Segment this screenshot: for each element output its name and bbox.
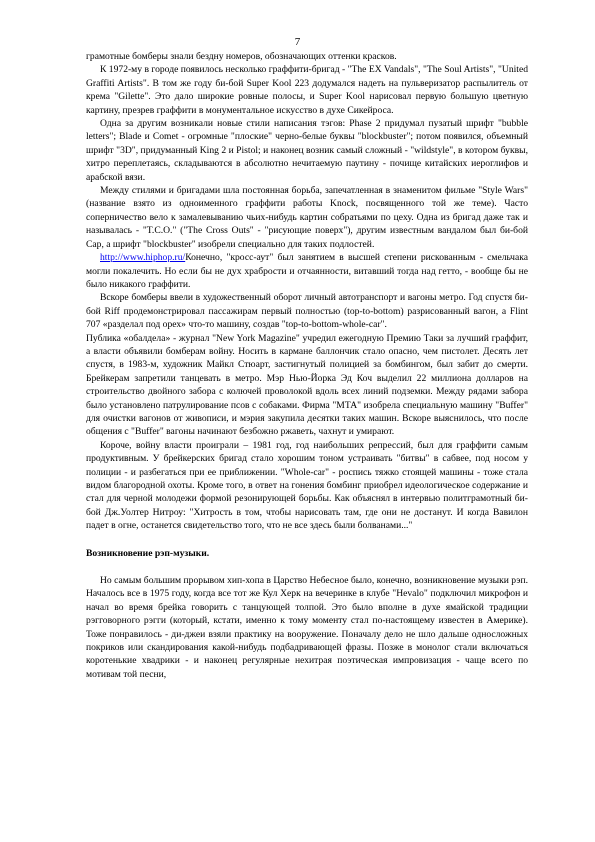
paragraph-8: Короче, войну власти проиграли – 1981 год, год наибольших репрессий, был для граффити самым продуктивным. У брейкерских бригад стало хорошим тоном устраивать "битвы" в сабвее, под носом у полиции - и разбегаться при ее приближении. "Whole-car" - роспись тяжко стоящей машины - тоже стала видом благородной охоты. Кроме того, в ответ на гонения бомбинг приобрел идеологическое содержание и стал для черной молодежи формой резонирующей борьбы. Как объяснял в интервью политграмотный би-бой Дж.Уолтер Нитроу: "Хитрость в том, чтобы нарисовать там, где они не достанут. И когда Вавилон падет в огне, останется свидетельство того, что не все здесь были болванами..." <box>86 439 528 532</box>
section-paragraph-1: Но самым большим прорывом хип-хопа в Царство Небесное было, конечно, возникновение музыки рэп. Началось все в 1975 году, когда все тот же Кул Херк на вечеринке в клубе "Hevalo" подключил микрофон и начал во время брейка говорить с танцующей толпой. Это было вполне в духе ямайской традиции рэгговорного рэгги (который, кстати, именно к тому моменту стал по-настоящему известен в Америке). Тоже понравилось - ди-джеи взяли практику на вооружение. Поначалу дело не шло дальше односложных покриков или скандирования какой-нибудь подбадривающей фразы. Позже в монолог стали включаться коротенькие хвадрики - и наконец регулярные нехитрая поэтическая импровизация - чаще всего по мотивам той песни, <box>86 575 528 680</box>
paragraph-5-text: Конечно, "кросс-аут" был занятием в высшей степени рискованным - смельчака могли покалечить. Но если бы не дух храбрости и отчаянности, витавший тогда над гетто, - вообще бы не было никакого граффити. <box>86 252 528 290</box>
paragraph-7: Публика «обалдела» - журнал "New York Magazine" учредил ежегодную Премию Таки за лучший граффит, а власти объявили бомберам войну. Носить в кармане баллончик стало опасно, чем пистолет. Десять лет спустя, в 1983-м, художник Майкл Стюарт, застигнутый полицией за бомбингом, был забит до смерти. Брейкерам запретили танцевать в метро. Мэр Нью-Йорка Эд Коч выделил 22 миллиона долларов на строительство двойного забора с колючей проволокой вдоль всех линий подземки. Между рядами забора было установлено патрулирование псов с собаками. Фирма "МТА" изобрела специальную машину "Buffer" для очистки вагонов от живописи, и мэрия закупила десятки таких машин. Вскоре выяснилось, что после общения с "Buffer" вагоны начинают безбожно ржаветь, чахнут и умирают. <box>86 332 528 438</box>
paragraph-5 <box>86 251 528 291</box>
paragraph-6: Вскоре бомберы ввели в художественный оборот личный автотранспорт и вагоны метро. Год спустя би-бой Riff продемонстрировал пассажирам первый полностью (top-to-bottom) разрисованный вагон, а Flint 707 «разделал под орех» что-то машину, создав "top-to-bottom-whole-car". <box>86 292 528 331</box>
document-body <box>86 50 528 681</box>
section-heading: Возникновение рэп-музыки. <box>86 547 210 559</box>
paragraph-2: К 1972-му в городе появилось несколько граффити-бригад - "The EX Vandals", "The Soul Artists", "United Graffiti Artists". В том же году би-бой Super Kool 223 додумался надеть на пульверизатор распылитель от крема "Gilette". Это дало широкие ровные полосы, и Super Kool нарисовал первую большую цветную картину, презрев граффити в монументальное искусство в духе Сикейроса. <box>86 64 528 116</box>
paragraph-3: Одна за другим возникали новые стили написания тэгов: Phase 2 придумал пузатый шрифт "bubble letters"; Blade и Comet - огромные "плоские" черно-белые буквы "blockbuster"; потом появился, объемный шрифт "3D", придуманный King 2 и Pistol; и наконец возник самый сложный - "wildstyle", в котором буквы, хитро переплетаясь, складываются в абсолютно нечитаемую паутину - почище китайских иероглифов и арабской вязи. <box>86 118 528 183</box>
paragraph-4: Между стилями и бригадами шла постоянная борьба, запечатленная в знаменитом фильме "Style Wars" (название взято из одноименного граффити работы Knock, посвященного той же теме). Часто соперничество вело к замалевыванию чьих-нибудь картин собратьями по цеху. Одна из бригад даже так и называлась - "T.C.O." ("The Cross Outs" - "рисующие поверх"), другим известным вандалом был би-бой Cap, а шрифт "blockbuster" изобрели специально для таких подлостей. <box>86 185 528 250</box>
paragraph-1: грамотные бомберы знали бездну номеров, обозначающих оттенки красков. <box>86 51 397 62</box>
hiphop-link[interactable]: http://www.hiphop.ru/ <box>100 252 186 264</box>
page-number: 7 <box>294 36 301 48</box>
